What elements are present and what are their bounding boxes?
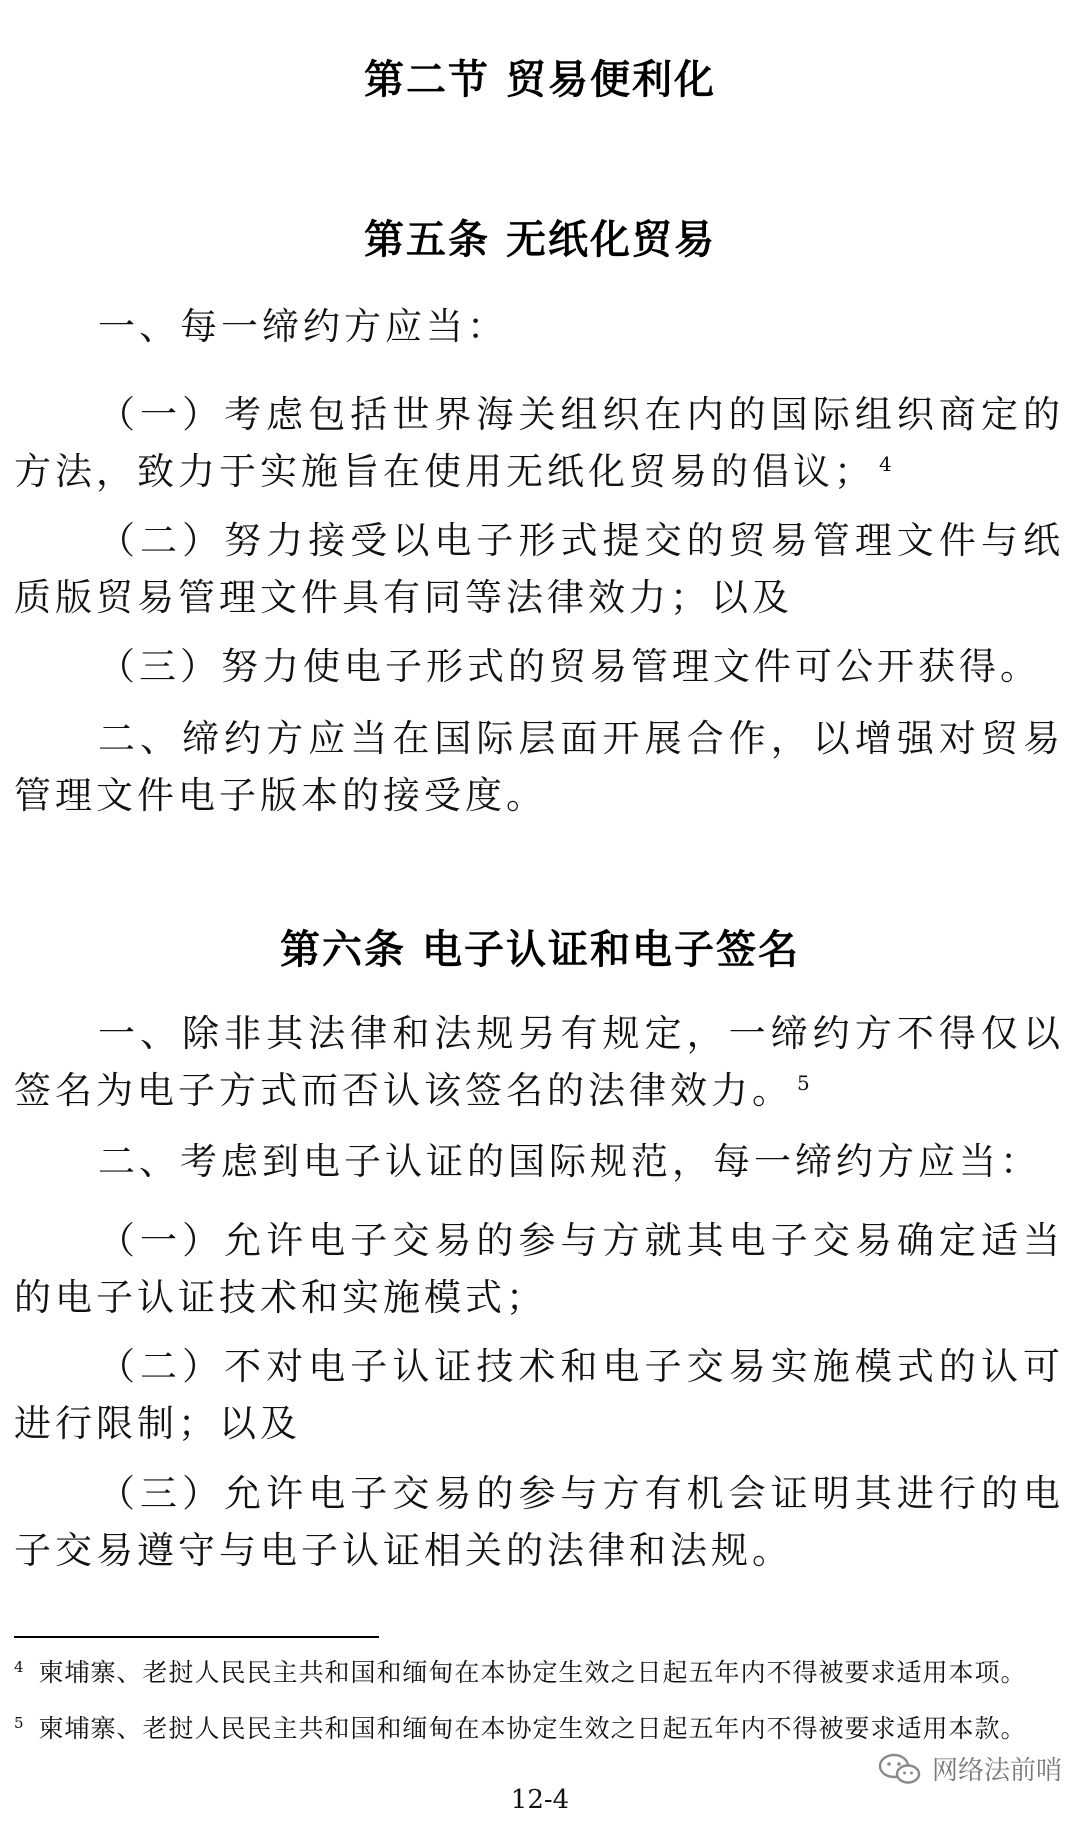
article-6-paragraph-3-text: （一）允许电子交易的参与方就其电子交易确定适当的电子认证技术和实施模式；: [14, 1219, 1064, 1319]
footnote-ref-5[interactable]: 5: [797, 1070, 810, 1095]
article-5-paragraph-1-text: 一、每一缔约方应当：: [98, 305, 508, 348]
article-5-paragraph-3: [14, 512, 1064, 626]
article-6-paragraph-1-text: 一、除非其法律和法规另有规定，一缔约方不得仅以签名为电子方式而否认该签名的法律效力。: [14, 1012, 1064, 1112]
page-number: 12-4: [510, 1785, 570, 1815]
footnote-5-text: 柬埔寨、老挝人民民主共和国和缅甸在本协定生效之日起五年内不得被要求适用本款。: [38, 1714, 1027, 1743]
footnote-4: [14, 1656, 1074, 1690]
article-5-paragraph-4: [14, 638, 1064, 695]
article-6-paragraph-4: [14, 1338, 1064, 1452]
article-6-paragraph-5: [14, 1465, 1064, 1579]
footnote-5-mark: 5: [14, 1713, 25, 1732]
article-5-paragraph-4-text: （三）努力使电子形式的贸易管理文件可公开获得。: [98, 645, 1041, 688]
article-6-paragraph-3: [14, 1212, 1064, 1326]
article-6-paragraph-5-text: （三）允许电子交易的参与方有机会证明其进行的电子交易遵守与电子认证相关的法律和法规。: [14, 1472, 1064, 1572]
article-5-paragraph-5-text: 二、缔约方应当在国际层面开展合作，以增强对贸易管理文件电子版本的接受度。: [14, 717, 1064, 817]
article-5-paragraph-3-text: （二）努力接受以电子形式提交的贸易管理文件与纸质版贸易管理文件具有同等法律效力；以及: [14, 519, 1064, 619]
footnote-divider: [14, 1636, 379, 1638]
article-5-paragraph-2-text: （一）考虑包括世界海关组织在内的国际组织商定的方法，致力于实施旨在使用无纸化贸易的倡议；: [14, 393, 1064, 493]
section-title: 第二节 贸易便利化: [364, 57, 716, 103]
article-5-paragraph-5: [14, 710, 1064, 824]
wechat-icon: [878, 1752, 922, 1786]
article-6-paragraph-4-text: （二）不对电子认证技术和电子交易实施模式的认可进行限制；以及: [14, 1345, 1064, 1445]
watermark: [878, 1750, 1062, 1787]
article-5-title: 第五条 无纸化贸易: [364, 217, 716, 263]
footnote-4-text: 柬埔寨、老挝人民民主共和国和缅甸在本协定生效之日起五年内不得被要求适用本项。: [38, 1658, 1027, 1687]
article-6-paragraph-2: [14, 1133, 1064, 1190]
watermark-text: 网络法前哨: [931, 1756, 1062, 1786]
article-6-paragraph-1: [14, 1005, 1064, 1119]
article-5-paragraph-2: [14, 386, 1064, 500]
footnote-ref-4[interactable]: 4: [879, 451, 892, 476]
footnote-5: [14, 1712, 1074, 1746]
article-6-paragraph-2-text: 二、考虑到电子认证的国际规范，每一缔约方应当：: [98, 1140, 1041, 1183]
footnote-4-mark: 4: [14, 1657, 25, 1676]
article-6-title: 第六条 电子认证和电子签名: [280, 927, 800, 973]
article-5-paragraph-1: [14, 298, 1064, 355]
